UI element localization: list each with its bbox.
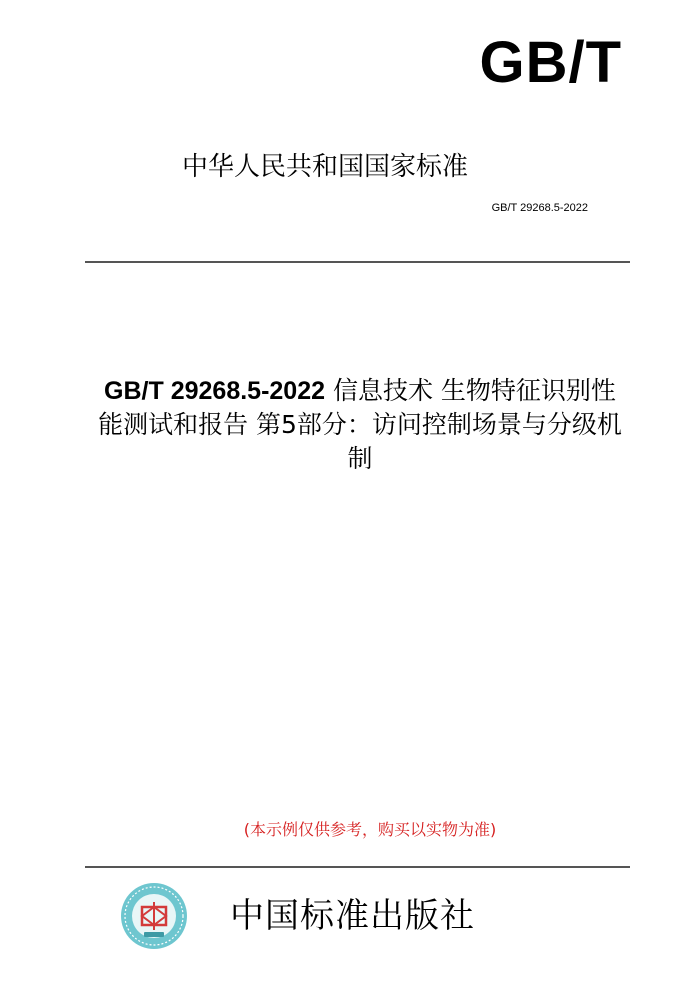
title-line2: 能测试和报告 第5部分：访问控制场景与分级机 xyxy=(98,410,622,439)
gbt-mark: GB/T xyxy=(479,30,622,95)
publisher-name: 中国标准出版社 xyxy=(230,896,475,936)
bottom-divider xyxy=(85,866,630,868)
publisher-seal-icon xyxy=(120,882,188,950)
publisher-row xyxy=(120,880,475,952)
standard-number: GB/T 29268.5-2022 xyxy=(491,202,588,214)
sample-notice: (本示例仅供参考，购买以实物为准) xyxy=(243,820,497,839)
title-line1: 信息技术 生物特征识别性 xyxy=(332,376,616,405)
title-line3: 制 xyxy=(347,444,373,473)
document-title xyxy=(40,374,680,476)
national-standard-heading: 中华人民共和国国家标准 xyxy=(181,152,468,182)
title-code: GB/T 29268.5-2022 xyxy=(104,377,326,405)
top-divider xyxy=(85,261,630,263)
